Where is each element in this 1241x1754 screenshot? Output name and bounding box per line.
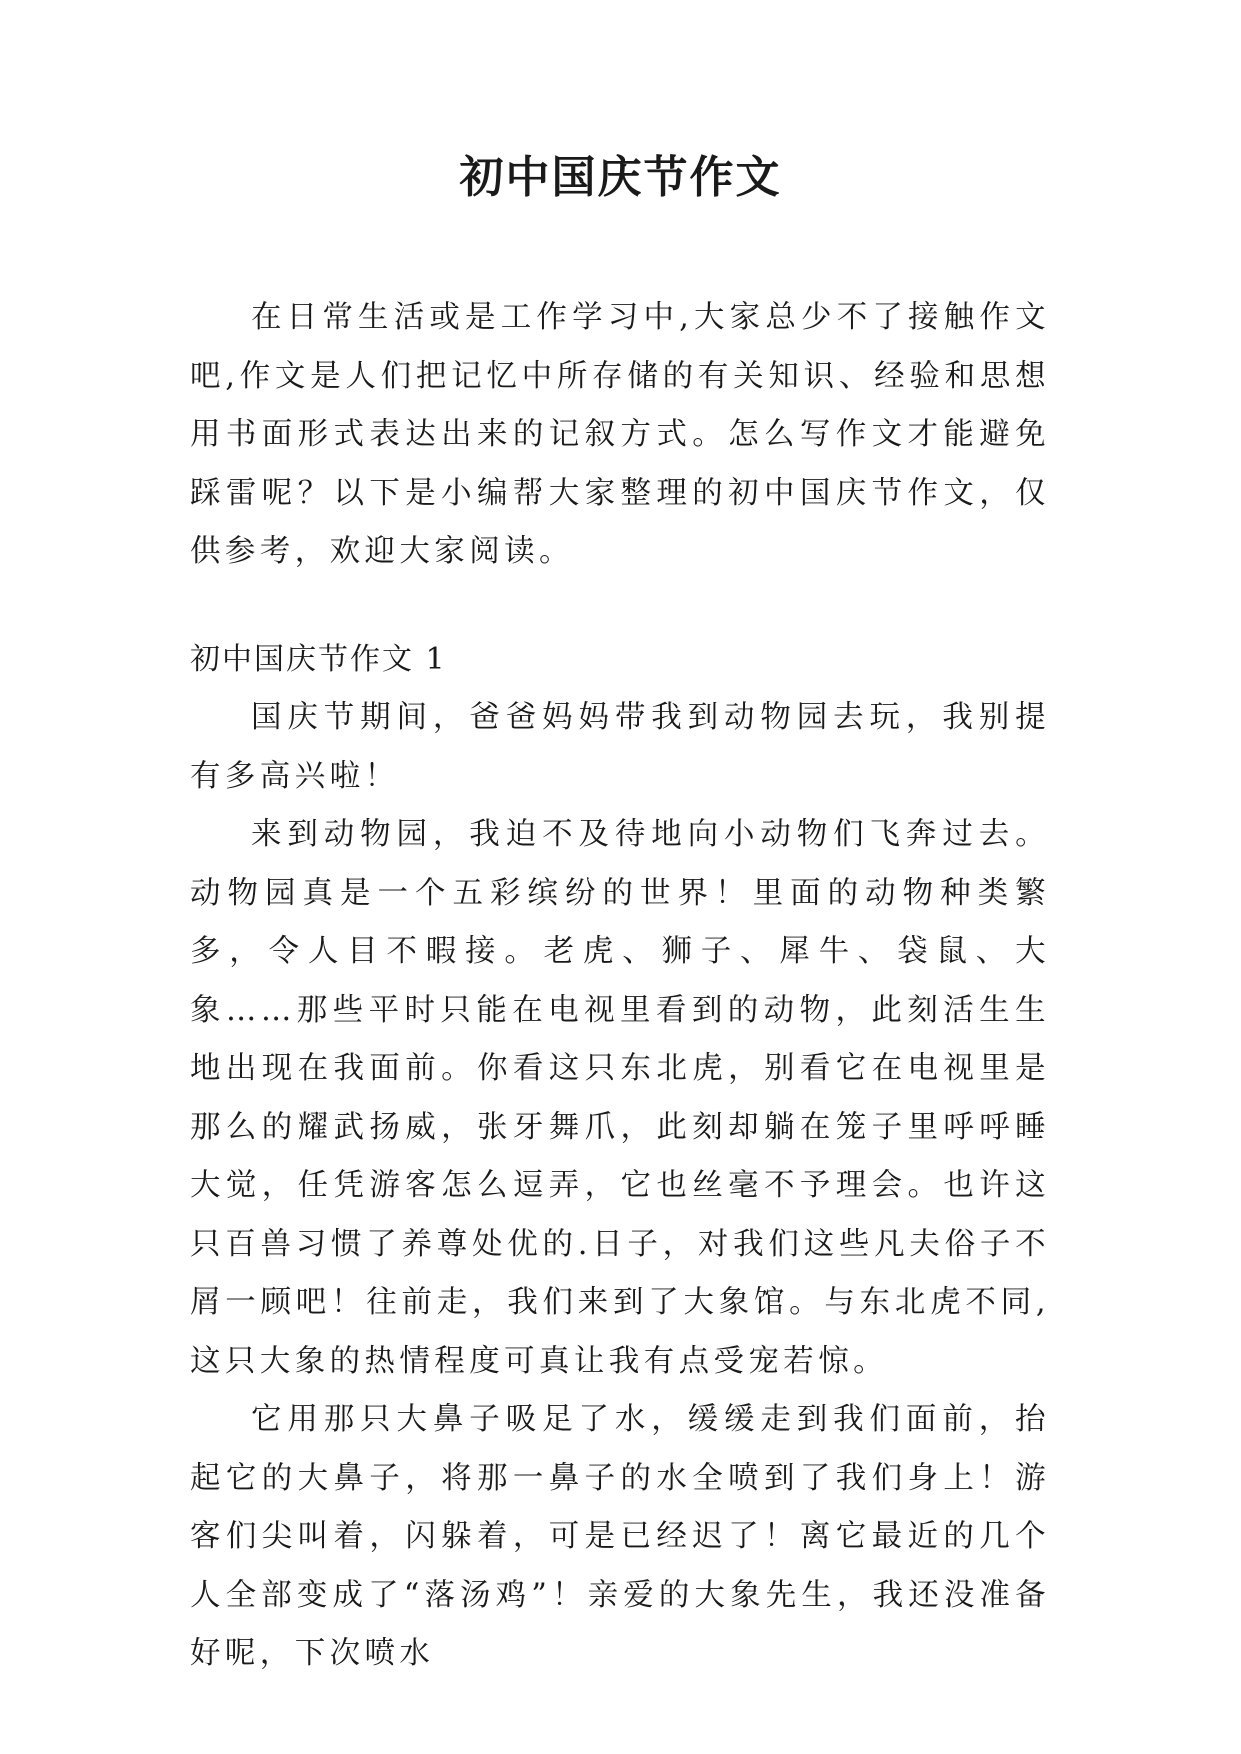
document-body xyxy=(190,289,1050,1684)
body-paragraph-2: 来到动物园，我迫不及待地向小动物们飞奔过去。动物园真是一个五彩缤纷的世界！里面的动物种类繁多，令人目不暇接。老虎、狮子、犀牛、袋鼠、大象……那些平时只能在电视里看到的动物，此刻活生生地出现在我面前。你看这只东北虎，别看它在电视里是那么的耀武扬威，张牙舞爪，此刻却躺在笼子里呼呼睡大觉，任凭游客怎么逗弄，它也丝毫不予理会。也许这只百兽习惯了养尊处优的.日子，对我们这些凡夫俗子不屑一顾吧！往前走，我们来到了大象馆。与东北虎不同,这只大象的热情程度可真让我有点受宠若惊。 xyxy=(190,817,1050,1379)
intro-paragraph: 在日常生活或是工作学习中,大家总少不了接触作文吧,作文是人们把记忆中所存储的有关知识、经验和思想用书面形式表达出来的记叙方式。怎么写作文才能避免踩雷呢？以下是小编帮大家整理的初中国庆节作文，仅供参考，欢迎大家阅读。 xyxy=(190,300,1050,569)
body-paragraph-3: 它用那只大鼻子吸足了水，缓缓走到我们面前，抬起它的大鼻子，将那一鼻子的水全喷到了我们身上！游客们尖叫着，闪躲着，可是已经迟了！离它最近的几个人全部变成了“落汤鸡”！亲爱的大象先生，我还没准备好呢，下次喷水 xyxy=(190,1402,1050,1671)
document-title: 初中国庆节作文 xyxy=(459,152,782,203)
section-heading: 初中国庆节作文 1 xyxy=(190,641,447,677)
body-paragraph-1: 国庆节期间，爸爸妈妈带我到动物园去玩，我别提有多高兴啦！ xyxy=(190,700,1050,794)
